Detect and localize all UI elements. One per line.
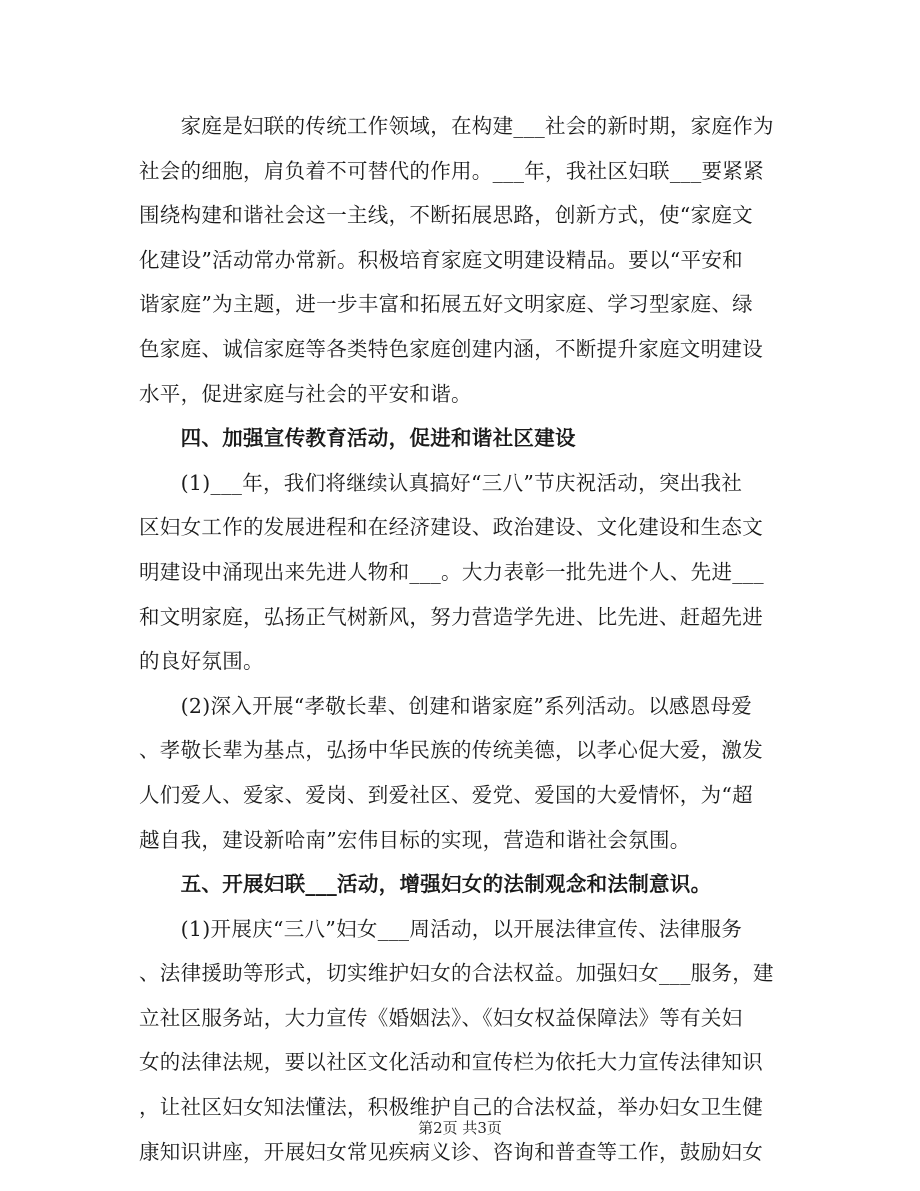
paragraph-line: 明建设中涌现出来先进人物和___。大力表彰一批先进个人、先进___	[139, 559, 764, 584]
paragraph-line: 色家庭、诚信家庭等各类特色家庭创建内涵，不断提升家庭文明建设	[139, 336, 763, 361]
paragraph-line: 人们爱人、爱家、爱岗、到爱社区、爱党、爱国的大爱情怀，为“超	[139, 782, 753, 807]
paragraph-line: 家庭是妇联的传统工作领域，在构建___社会的新时期，家庭作为	[139, 114, 774, 138]
paragraph-line: 的良好氛围。	[139, 649, 264, 674]
paragraph-line: (1)___年，我们将继续认真搞好“三八”节庆祝活动，突出我社	[139, 470, 743, 495]
paragraph-line: 围绕构建和谐社会这一主线，不断拓展思路，创新方式，使“家庭文	[139, 203, 753, 228]
paragraph-line: 社会的细胞，肩负着不可替代的作用。___年，我社区妇联___要紧紧	[139, 158, 764, 183]
paragraph-line: ，让社区妇女知法懂法，积极维护自己的合法权益，举办妇女卫生健	[139, 1095, 763, 1120]
paragraph-line: 越自我，建设新哈南”宏伟目标的实现，营造和谐社会氛围。	[139, 827, 691, 852]
paragraph-line: 化建设”活动常办常新。积极培育家庭文明建设精品。要以“平安和	[139, 247, 743, 272]
paragraph-line: 、法律援助等形式，切实维护妇女的合法权益。加强妇女___服务，建	[139, 961, 774, 986]
paragraph-line: 康知识讲座，开展妇女常见疾病义诊、咨询和普查等工作，鼓励妇女	[139, 1139, 763, 1164]
paragraph-line: 立社区服务站，大力宣传《婚姻法》、《妇女权益保障法》等有关妇	[139, 1005, 743, 1030]
paragraph-line: (2)深入开展“孝敬长辈、创建和谐家庭”系列活动。以感恩母爱	[139, 693, 753, 718]
section-heading-line: 四、加强宣传教育活动，促进和谐社区建设	[139, 426, 576, 451]
paragraph-line: 、孝敬长辈为基点，弘扬中华民族的传统美德，以孝心促大爱，激发	[139, 738, 763, 763]
page-number-footer: 第2页 共3页	[418, 1119, 502, 1137]
paragraph-line: 水平，促进家庭与社会的平安和谐。	[139, 381, 472, 406]
paragraph-line: 谐家庭”为主题，进一步丰富和拓展五好文明家庭、学习型家庭、绿	[139, 292, 753, 317]
document-body	[139, 104, 789, 1174]
paragraph-line: (1)开展庆“三八”妇女___周活动，以开展法律宣传、法律服务	[139, 916, 743, 941]
paragraph-line: 区妇女工作的发展进程和在经济建设、政治建设、文化建设和生态文	[139, 515, 763, 540]
paragraph-line: 和文明家庭，弘扬正气树新风，努力营造学先进、比先进、赶超先进	[139, 604, 763, 629]
paragraph-line: 女的法律法规，要以社区文化活动和宣传栏为依托大力宣传法律知识	[139, 1050, 763, 1075]
section-heading-line: 五、开展妇联___活动，增强妇女的法制观念和法制意识。	[139, 872, 712, 897]
